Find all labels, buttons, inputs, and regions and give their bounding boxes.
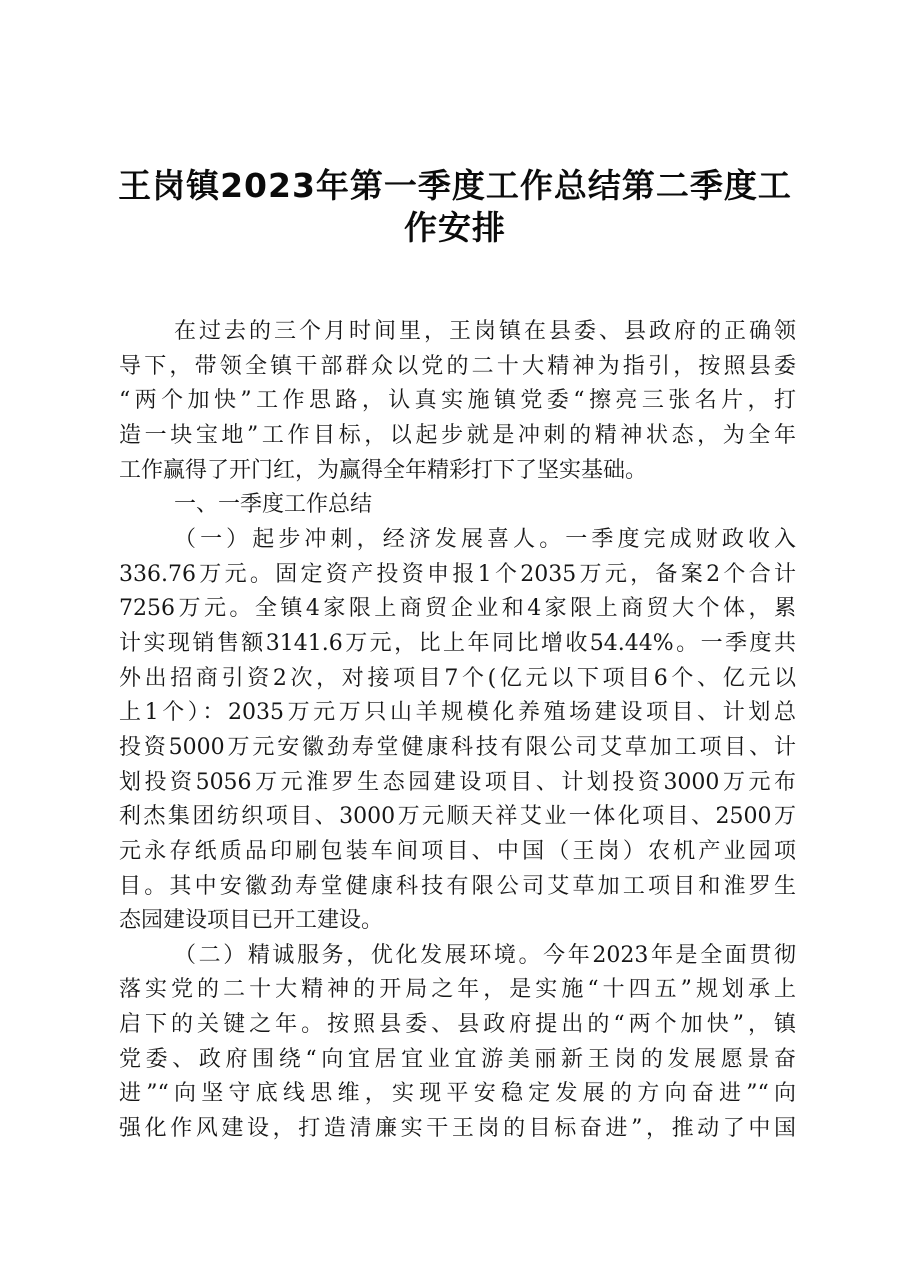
body-text-line: 导下，带领全镇干部群众以党的二十大精神为指引，按照县委	[119, 353, 796, 379]
body-text-line: 造一块宝地”工作目标，以起步就是冲刺的精神状态，为全年	[119, 422, 796, 448]
body-text-line: 强化作风建设，打造清廉实干王岗的目标奋进”，推动了中国	[119, 1116, 796, 1142]
body-text-line: 7256万元。全镇4家限上商贸企业和4家限上商贸大个体，累	[119, 596, 796, 622]
body-text-line: 一、一季度工作总结	[174, 492, 373, 518]
body-text-line: 外出招商引资2次，对接项目7个(亿元以下项目6个、亿元以	[119, 665, 796, 691]
document-title-line-1: 王岗镇2023年第一季度工作总结第二季度工	[118, 166, 792, 205]
body-text-line: 划投资5056万元淮罗生态园建设项目、计划投资3000万元布	[119, 769, 796, 795]
body-text-line: 工作赢得了开门红，为赢得全年精彩打下了坚实基础。	[119, 457, 648, 483]
document-title-line-2: 作安排	[404, 208, 506, 247]
body-text-line: 进”“向坚守底线思维，实现平安稳定发展的方向奋进”“向	[119, 1081, 796, 1107]
document-body	[119, 315, 796, 1147]
body-text-line: 在过去的三个月时间里，王岗镇在县委、县政府的正确领	[174, 319, 796, 344]
body-text-line: （一）起步冲刺，经济发展喜人。一季度完成财政收入	[174, 526, 796, 552]
body-text-line: 元永存纸质品印刷包装车间项目、中国（王岗）农机产业园项	[119, 838, 796, 864]
body-text-line: （二）精诚服务，优化发展环境。今年2023年是全面贯彻	[174, 942, 796, 968]
body-text-line: 利杰集团纺织项目、3000万元顺天祥艾业一体化项目、2500万	[119, 804, 796, 830]
body-text-line: 计实现销售额3141.6万元，比上年同比增收54.44%。一季度共	[119, 630, 796, 656]
body-text-line: 党委、政府围绕“向宜居宜业宜游美丽新王岗的发展愿景奋	[119, 1046, 796, 1072]
body-text-line: 目。其中安徽劲寿堂健康科技有限公司艾草加工项目和淮罗生	[119, 873, 796, 899]
body-text-line: 启下的关键之年。按照县委、县政府提出的“两个加快”，镇	[119, 1012, 796, 1038]
body-text-line: 落实党的二十大精神的开局之年，是实施“十四五”规划承上	[119, 977, 796, 1003]
body-text-line: 上1个）：2035万元万只山羊规模化养殖场建设项目、计划总	[119, 700, 796, 726]
body-text-line: 336.76万元。固定资产投资申报1个2035万元，备案2个合计	[119, 561, 796, 587]
body-text-line: 投资5000万元安徽劲寿堂健康科技有限公司艾草加工项目、计	[119, 734, 796, 760]
body-text-line: “两个加快”工作思路，认真实施镇党委“擦亮三张名片，打	[119, 388, 796, 414]
body-text-line: 态园建设项目已开工建设。	[119, 908, 384, 934]
